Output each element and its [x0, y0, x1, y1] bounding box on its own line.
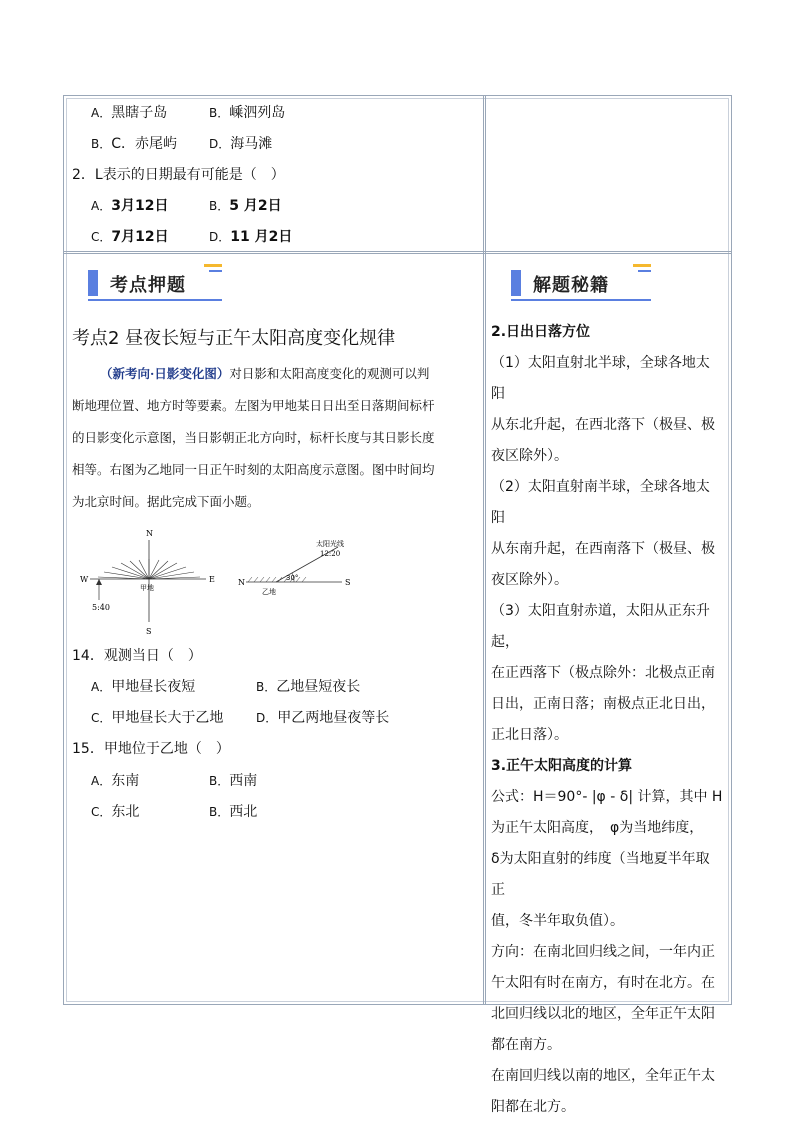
banner-tab-icon [88, 270, 98, 296]
q2-option-d: D．11 月2日 [209, 229, 293, 245]
tips-section [491, 317, 723, 1123]
q15-option-b: B．西南 [209, 773, 258, 789]
time-label: 12:20 [320, 550, 341, 558]
banner-accent-icon [209, 270, 222, 272]
intro-paragraph: （新考向·日影变化图）对日影和太阳高度变化的观测可以判 断地理位置、地方时等要素。左图为甲地某日日出至日落期间标杆 的日影变化示意图，当日影朝正北方向时，标杆长度与其日影长度 相等。右图为乙地同一日正午时刻的太阳高度示意图。图中时间均 为北京时间。据此完成下面小题。 [72, 366, 435, 509]
q2-option-c: C．7月12日 [91, 229, 169, 245]
tips-s2-line: （3）太阳直射赤道，太阳从正东升起， [491, 603, 710, 650]
section-banner-tips [511, 268, 651, 298]
tips-s3-line: 午太阳有时在南方，有时在北方。在 [491, 975, 715, 991]
tips-s2-line: （2）太阳直射南半球，全球各地太阳 [491, 479, 710, 526]
tips-s2-line: 正北日落）。 [491, 727, 568, 743]
place-label-yi: 乙地 [262, 588, 276, 596]
q1-option-c: B．C．赤尾屿 [91, 136, 178, 152]
east-label: E [209, 575, 215, 584]
shadow-diagram [78, 526, 228, 636]
banner-underline [88, 299, 222, 301]
banner-underline [511, 299, 651, 301]
row-divider [63, 251, 732, 254]
angle-label: 30° [286, 574, 299, 582]
section-banner-exam [88, 268, 222, 298]
q2-stem: 2．L表示的日期最有可能是（ ） [72, 167, 285, 183]
banner-accent-icon [638, 270, 651, 272]
q14-option-b: B．乙地昼短夜长 [256, 679, 361, 695]
west-label: W [80, 575, 89, 584]
tips-s3-title: 3.正午太阳高度的计算 [491, 758, 633, 774]
south-label: S [345, 578, 351, 587]
north-label: N [146, 529, 153, 538]
topic-title: 考点2 昼夜长短与正午太阳高度变化规律 [72, 328, 396, 349]
banner-label: 考点押题 [110, 275, 186, 296]
tips-s3-line: 都在南方。 [491, 1037, 561, 1053]
south-label: S [146, 627, 152, 636]
q14-option-a: A．甲地昼长夜短 [91, 679, 196, 695]
tips-s3-line: δ为太阳直射的纬度（当地夏半年取正 [491, 851, 710, 898]
place-label-jia: 甲地 [140, 584, 154, 592]
tips-s3-line: 方向：在南北回归线之间，一年内正 [491, 944, 715, 960]
q1-option-b: B．嵊泗列岛 [209, 105, 286, 121]
q15-option-c: C．东北 [91, 804, 140, 820]
ray-label: 太阳光线 [316, 540, 344, 548]
q2-option-b: B．5 月2日 [209, 198, 282, 214]
tips-s2-line: 从东南升起，在西南落下（极昼、极 [491, 541, 715, 557]
tips-s3-line: 值，冬半年取负值）。 [491, 913, 624, 929]
tips-s2-line: 从东北升起，在西北落下（极昼、极 [491, 417, 715, 433]
column-divider [483, 95, 486, 1005]
tips-s2-title: 2.日出日落方位 [491, 324, 591, 340]
sun-altitude-diagram [234, 540, 364, 600]
q1-option-a: A．黑瞎子岛 [91, 105, 168, 121]
tips-s3-line: 阳都在北方。 [491, 1099, 575, 1115]
q14-stem: 14．观测当日（ ） [72, 648, 202, 664]
q15-option-a: A．东南 [91, 773, 140, 789]
tips-s3-line: 公式：H＝90°- |φ - δ| 计算，其中 H [491, 789, 723, 805]
tips-s2-line: 在正西落下（极点除外：北极点正南 [491, 665, 715, 681]
q15-stem: 15．甲地位于乙地（ ） [72, 741, 230, 757]
q15-option-d: B．西北 [209, 804, 258, 820]
north-label: N [238, 578, 245, 587]
q14-option-c: C．甲地昼长大于乙地 [91, 710, 224, 726]
banner-accent-icon [204, 264, 222, 267]
q14-option-d: D．甲乙两地昼夜等长 [256, 710, 390, 726]
tips-s3-line: 北回归线以北的地区，全年正午太阳 [491, 1006, 715, 1022]
arrow-icon [96, 579, 102, 585]
tips-s3-line: 为正午太阳高度， φ为当地纬度， [491, 820, 704, 836]
shadow-rays [98, 559, 200, 579]
banner-tab-icon [511, 270, 521, 296]
banner-label: 解题秘籍 [533, 275, 609, 296]
tips-s2-line: 夜区除外）。 [491, 572, 568, 588]
time-label: 5:40 [92, 603, 110, 612]
tips-s2-line: （1）太阳直射北半球，全球各地太阳 [491, 355, 710, 402]
tips-s3-line: 在南回归线以南的地区，全年正午太 [491, 1068, 715, 1084]
tips-s2-line: 日出，正南日落；南极点正北日出， [491, 696, 715, 712]
q1-option-d: D．海马滩 [209, 136, 273, 152]
tips-s2-line: 夜区除外）。 [491, 448, 568, 464]
q2-option-a: A．3月12日 [91, 198, 169, 214]
banner-accent-icon [633, 264, 651, 267]
